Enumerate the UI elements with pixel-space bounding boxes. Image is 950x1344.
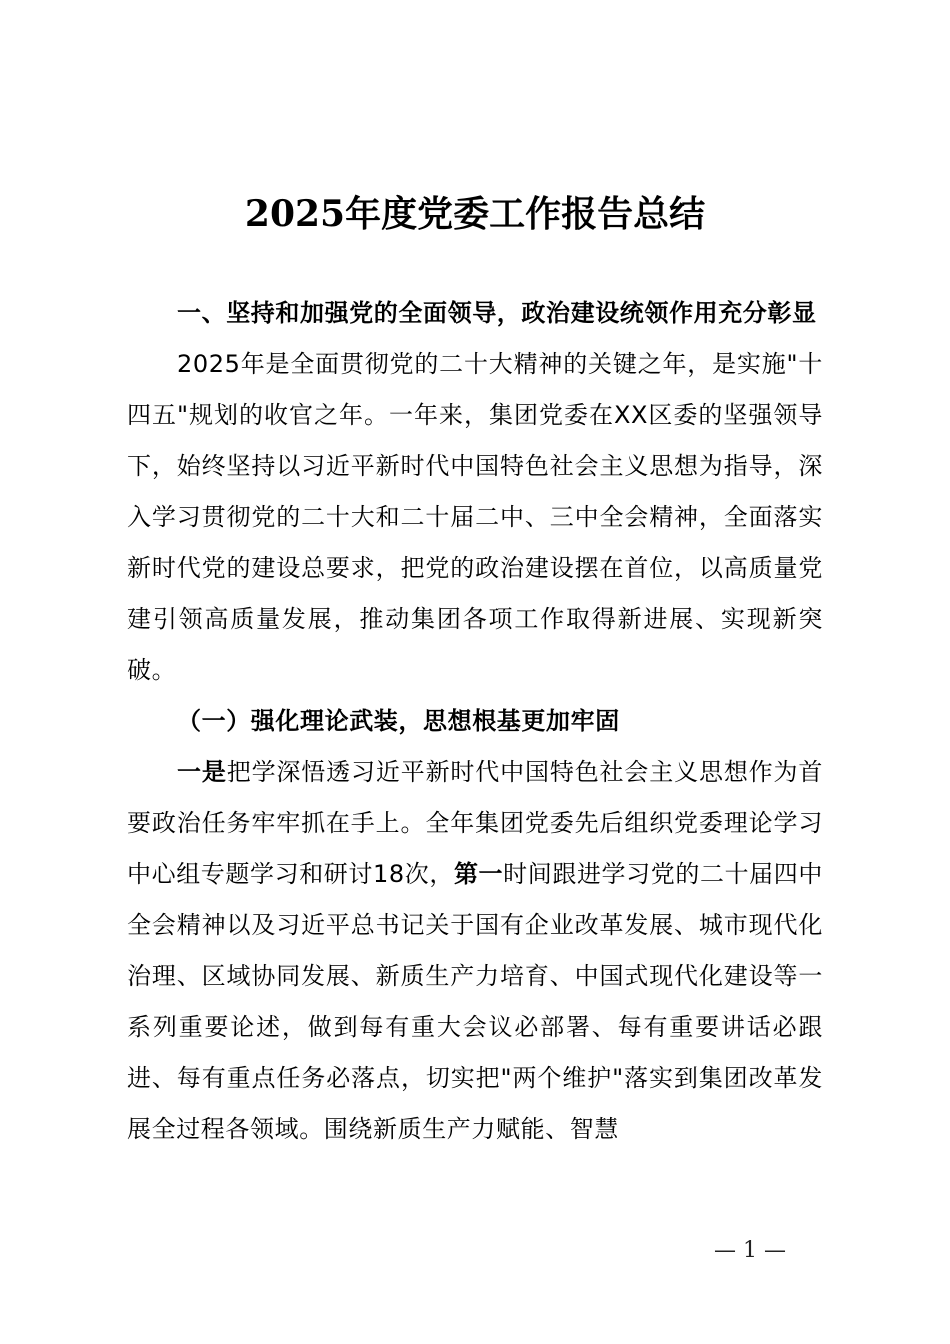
subsection-heading: （一）强化理论武装，思想根基更加牢固: [177, 707, 620, 735]
paragraph-text-cont: 时间跟进学习党的二十届四中全会精神以及习近平总书记关于国有企业改革发展、城市现代化治理、区域协同发展、新质生产力培育、中国式现代化建设等一系列重要论述，做到每有重大会议必部署、每有重要讲话必跟进、每有重点任务必落点，切实把"两个维护"落实到集团改革发展全过程各领域。围绕新质生产力赋能、智慧: [127, 860, 823, 1143]
section-heading: 一、坚持和加强党的全面领导，政治建设统领作用充分彰显: [177, 299, 817, 327]
paragraph-lead-text: 一是: [177, 758, 227, 786]
document-body: [127, 288, 823, 1155]
paragraph-intro: 2025年是全面贯彻党的二十大精神的关键之年，是实施"十四五"规划的收官之年。一年来，集团党委在XX区委的坚强领导下，始终坚持以习近平新时代中国特色社会主义思想为指导，深入学习贯彻党的二十大和二十届二中、三中全会精神，全面落实新时代党的建设总要求，把党的政治建设摆在首位，以高质量党建引领高质量发展，推动集团各项工作取得新进展、实现新突破。: [127, 350, 823, 684]
paragraph-1: [127, 747, 823, 1155]
page-number: — 1 —: [714, 1238, 786, 1263]
document-title: 2025年度党委工作报告总结: [244, 193, 706, 235]
paragraph-emphasis: 第一: [453, 860, 504, 888]
paragraph-text: 把学深悟透习近平新时代中国特色社会主义思想作为首要政治任务牢牢抓在手上。全年集团党委先后组织党委理论学习中心组专题学习和研讨18次，: [127, 758, 823, 888]
